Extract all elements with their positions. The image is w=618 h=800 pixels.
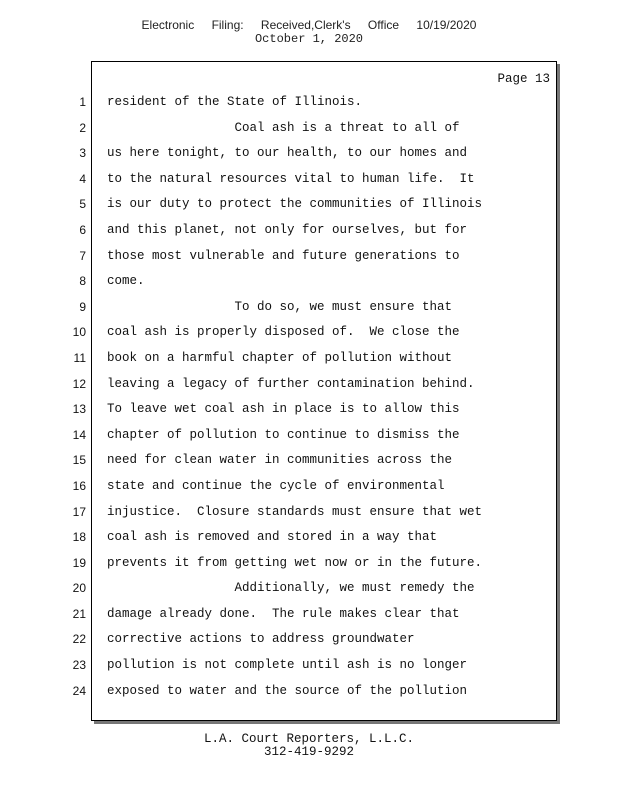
transcript-line: come.: [107, 274, 145, 289]
transcript-line: those most vulnerable and future generations to: [107, 248, 460, 263]
line-number: 24: [72, 683, 86, 698]
reporter-company: L.A. Court Reporters, L.L.C.: [203, 732, 415, 746]
line-number: 3: [79, 146, 86, 161]
transcript-line: coal ash is properly disposed of. We close the: [107, 325, 460, 340]
filing-word-4: Office: [367, 18, 400, 32]
transcript-line: To do so, we must ensure that: [107, 299, 453, 314]
line-number: 1: [79, 95, 86, 109]
line-number: 16: [72, 478, 86, 493]
page-number: Page 13: [497, 72, 550, 86]
line-number: 8: [79, 274, 86, 289]
transcript-line: Additionally, we must remedy the: [107, 581, 475, 596]
line-number: 15: [72, 453, 86, 468]
transcript-line: resident of the State of Illinois.: [107, 95, 363, 109]
transcript-line: prevents it from getting wet now or in the future.: [107, 555, 483, 570]
line-number: 7: [79, 248, 86, 263]
transcript-line: state and continue the cycle of environmental: [107, 478, 445, 493]
filing-word-1: Electronic: [141, 18, 195, 32]
transcript-text: [107, 94, 547, 708]
line-number: 21: [72, 606, 86, 621]
line-number: 18: [72, 530, 86, 545]
transcript-line: us here tonight, to our health, to our homes and: [107, 146, 468, 161]
line-number: 13: [72, 402, 86, 417]
transcript-line: Coal ash is a threat to all of: [107, 120, 460, 135]
transcript-line: coal ash is removed and stored in a way that: [107, 530, 438, 545]
line-number: 20: [72, 581, 86, 596]
filing-stamp: [0, 18, 618, 32]
line-number: 4: [79, 171, 86, 186]
line-number: 9: [79, 299, 86, 314]
transcript-line: pollution is not complete until ash is no longer: [107, 658, 468, 673]
transcript-line: leaving a legacy of further contamination behind.: [107, 376, 475, 391]
transcript-line: exposed to water and the source of the pollution: [107, 683, 468, 698]
filing-header: [0, 18, 618, 46]
filing-word-5: 10/19/2020: [416, 18, 477, 32]
line-number: 22: [72, 632, 86, 647]
line-number: 11: [73, 350, 86, 365]
line-number: 6: [79, 222, 86, 237]
transcript-line: corrective actions to address groundwater: [107, 632, 415, 647]
line-number-column: [60, 94, 86, 708]
transcript-line: book on a harmful chapter of pollution without: [107, 350, 453, 365]
transcript-line: is our duty to protect the communities of Illinois: [107, 197, 483, 212]
transcript-line: To leave wet coal ash in place is to allow this: [107, 402, 460, 417]
filing-word-3: Received,Clerk's: [260, 18, 351, 32]
line-number: 5: [79, 197, 86, 212]
line-number: 2: [79, 120, 86, 135]
line-number: 14: [72, 427, 86, 442]
transcript-line: damage already done. The rule makes clear that: [107, 606, 460, 621]
hearing-date: October 1, 2020: [254, 32, 364, 46]
line-number: 12: [72, 376, 86, 391]
transcript-line: need for clean water in communities across the: [107, 453, 453, 468]
line-number: 19: [72, 555, 86, 570]
line-number: 17: [72, 504, 86, 519]
transcript-line: to the natural resources vital to human life. It: [107, 171, 475, 186]
filing-word-2: Filing:: [211, 18, 244, 32]
transcript-line: chapter of pollution to continue to dismiss the: [107, 427, 460, 442]
line-number: 10: [72, 325, 86, 340]
transcript-line: and this planet, not only for ourselves, but for: [107, 222, 468, 237]
line-number: 23: [72, 658, 86, 673]
reporter-phone: 312-419-9292: [263, 745, 354, 759]
reporter-footer: [0, 733, 618, 759]
transcript-line: injustice. Closure standards must ensure that wet: [107, 504, 483, 519]
